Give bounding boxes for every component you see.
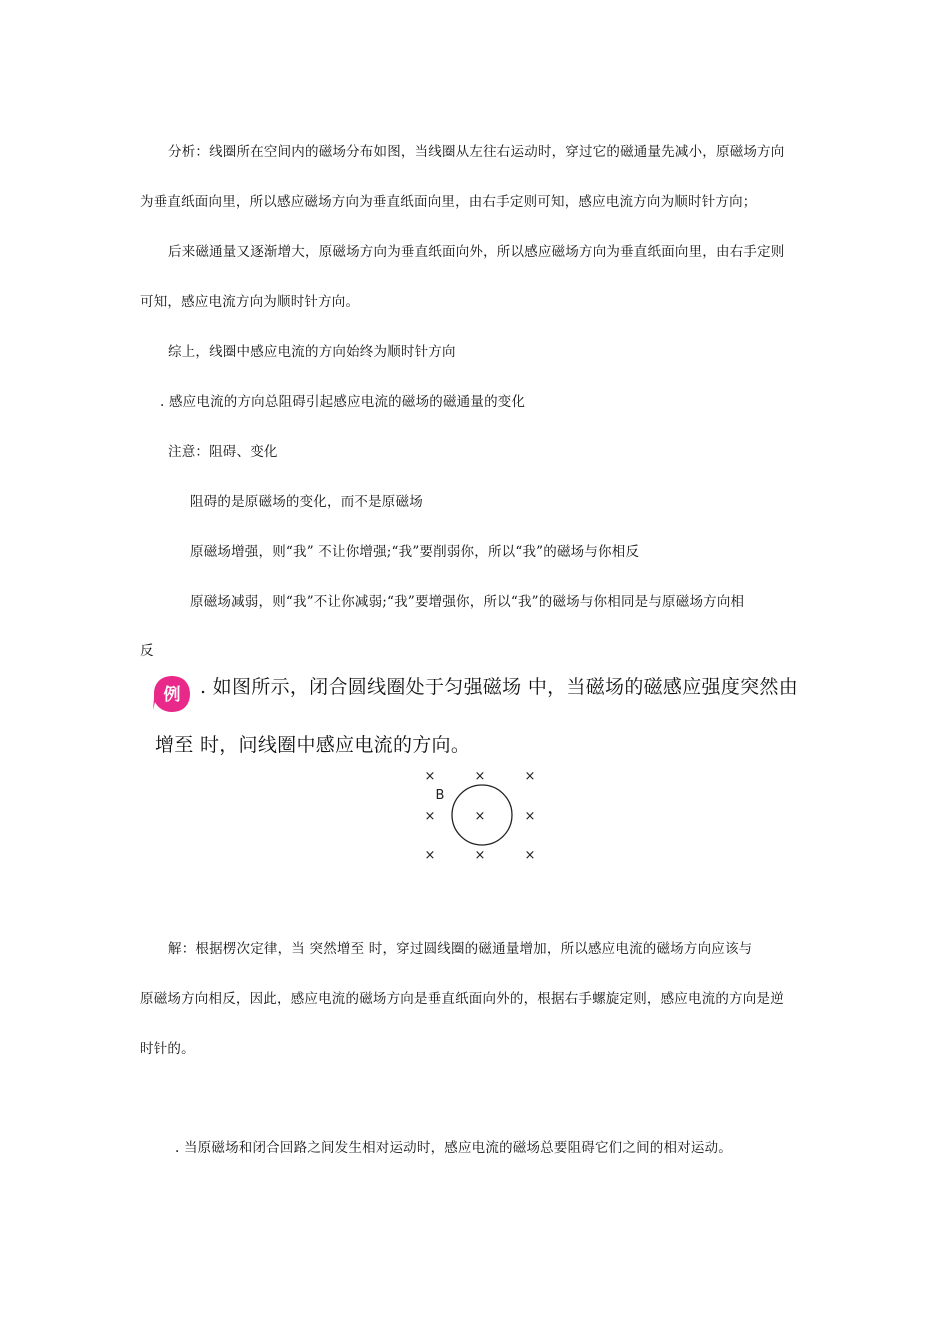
solution-line-1: 解：根据楞次定律，当 突然增至 时，穿过圆线圈的磁通量增加，所以感应电流的磁场方向应该与 <box>168 941 753 957</box>
field-cross-mark: × <box>474 769 486 784</box>
analysis-paragraph-line-2: 为垂直纸面向里，所以感应磁场方向为垂直纸面向里，由右手定则可知，感应电流方向为顺时针方向； <box>140 194 757 210</box>
solution-line-2: 原磁场方向相反，因此，感应电流的磁场方向是垂直纸面向外的，根据右手螺旋定则，感应电流的方向是逆 <box>140 991 784 1007</box>
analysis-paragraph-line-4: 可知，感应电流方向为顺时针方向。 <box>140 294 360 310</box>
example-badge-icon <box>152 674 192 714</box>
field-cross-mark: × <box>524 848 536 863</box>
analysis-paragraph-line-1: 分析：线圈所在空间内的磁场分布如图，当线圈从左往右运动时，穿过它的磁通量先减小，原磁场方向 <box>168 144 785 160</box>
note-line-1: 阻碍的是原磁场的变化，而不是原磁场 <box>190 494 423 510</box>
relative-motion-rule: . 当原磁场和闭合回路之间发生相对运动时，感应电流的磁场总要阻碍它们之间的相对运动。 <box>175 1140 732 1156</box>
note-line-2: 原磁场增强，则“我” 不让你增强;“我”要削弱你，所以“我”的磁场与你相反 <box>190 544 640 560</box>
field-cross-mark: × <box>474 848 486 863</box>
note-line-3-continued: 反 <box>140 643 154 659</box>
field-label-b: B <box>435 788 445 803</box>
field-cross-mark: × <box>424 809 436 824</box>
field-cross-mark: × <box>524 809 536 824</box>
summary-line: 综上，线圈中感应电流的方向始终为顺时针方向 <box>168 344 456 360</box>
magnetic-field-diagram <box>410 760 550 870</box>
example-badge-label: 例 <box>163 685 181 705</box>
solution-line-3: 时针的。 <box>140 1041 195 1057</box>
field-cross-mark: × <box>424 848 436 863</box>
field-cross-mark: × <box>424 769 436 784</box>
analysis-paragraph-line-3: 后来磁通量又逐渐增大，原磁场方向为垂直纸面向外，所以感应磁场方向为垂直纸面向里，由右手定则 <box>168 244 785 260</box>
example-question-line-2: 增至 时，问线圈中感应电流的方向。 <box>155 734 471 756</box>
field-cross-mark: × <box>474 809 486 824</box>
field-cross-mark: × <box>524 769 536 784</box>
example-question-line-1: . 如图所示，闭合圆线圈处于匀强磁场 中，当磁场的磁感应强度突然由 <box>200 676 799 698</box>
note-heading: 注意：阻碍、变化 <box>168 444 278 460</box>
note-line-3: 原磁场减弱，则“我”不让你减弱;“我”要增强你，所以“我”的磁场与你相同是与原磁场方向相 <box>190 594 745 610</box>
rule-statement: . 感应电流的方向总阻碍引起感应电流的磁场的磁通量的变化 <box>160 394 526 410</box>
